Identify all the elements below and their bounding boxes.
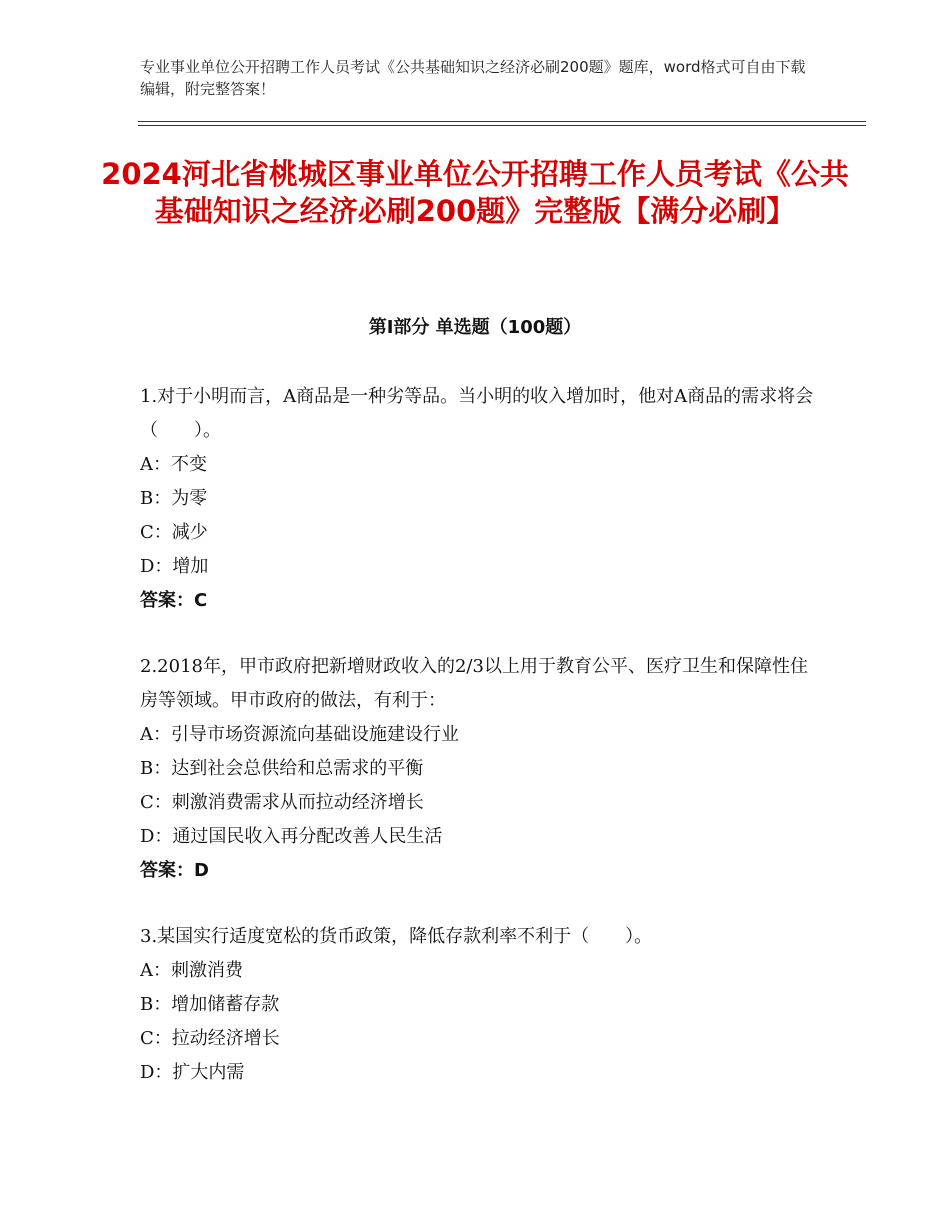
section-title: 第Ⅰ部分 单选题（100题） [368,317,582,338]
document-title: 2024河北省桃城区事业单位公开招聘工作人员考试《公共基础知识之经济必刷200题》完整版【满分必刷】 [101,157,849,228]
option-b: B：达到社会总供给和总需求的平衡 [140,758,424,779]
option-b: B：为零 [140,488,208,509]
question-stem: 1.对于小明而言，A商品是一种劣等品。当小明的收入增加时，他对A商品的需求将会（ ）。 [140,386,814,441]
option-c: C：刺激消费需求从而拉动经济增长 [140,792,424,813]
answer: 答案：D [140,860,209,881]
option-d: D：通过国民收入再分配改善人民生活 [140,826,443,847]
header-divider-bottom [138,125,866,126]
option-a: A：刺激消费 [140,960,243,981]
option-d: D：扩大内需 [140,1062,245,1083]
header-divider-top [138,121,866,122]
option-d: D：增加 [140,556,209,577]
answer: 答案：C [140,590,208,611]
question-3 [140,920,820,1090]
question-stem: 3.某国实行适度宽松的货币政策，降低存款利率不利于（ ）。 [140,926,653,947]
question-2 [140,650,820,888]
option-c: C：减少 [140,522,208,543]
option-b: B：增加储蓄存款 [140,994,280,1015]
option-c: C：拉动经济增长 [140,1028,280,1049]
option-a: A：不变 [140,454,207,475]
question-list [140,380,820,1122]
question-1 [140,380,820,618]
header-note: 专业事业单位公开招聘工作人员考试《公共基础知识之经济必刷200题》题库，word格式可自由下载编辑，附完整答案！ [140,58,806,98]
question-stem: 2.2018年，甲市政府把新增财政收入的2/3以上用于教育公平、医疗卫生和保障性住房等领域。甲市政府的做法，有利于： [140,656,808,711]
option-a: A：引导市场资源流向基础设施建设行业 [140,724,459,745]
